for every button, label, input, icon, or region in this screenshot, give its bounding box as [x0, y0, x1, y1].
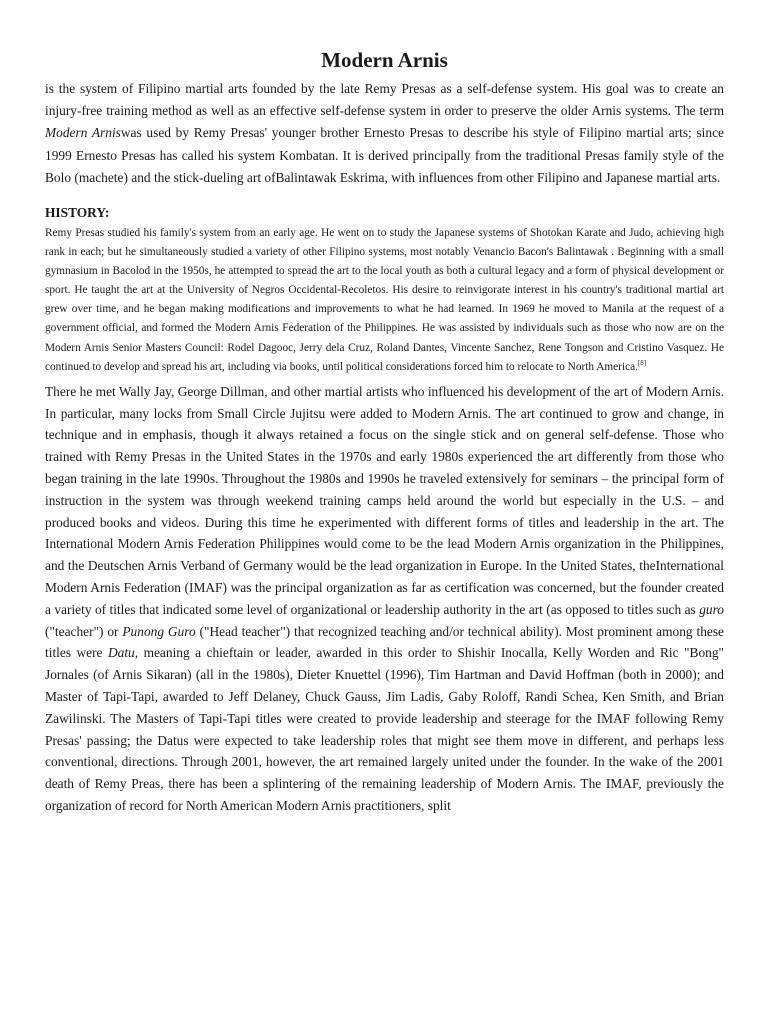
intro-paragraph — [45, 78, 724, 189]
body-text-4: , meaning a chieftain or leader, awarded in this order to Shishir Inocalla, Kelly Worden and Ric "Bong" Jornales (of Arnis Sikaran) (all in the 1980s), Dieter Knuettel (1996), Tim Hartman and David Hoffman (both in 2000); and Master of Tapi-Tapi, awarded to Jeff Delaney, Chuck Gauss, Jim Ladis, Gaby Roloff, Randi Schea, Ken Smith, and Brian Zawilinski. The Masters of Tapi-Tapi titles were created to provide leadership and steerage for the IMAF following Remy Presas' passing; the Datus were expected to take leadership roles that might see them move in different, and perhaps less conventional, directions. Through 2001, however, the art remained largely united under the founder. In the wake of the 2001 death of Remy Preas, there has been a splintering of the remaining leadership of Modern Arnis. The IMAF, previously the organization of record for North American Modern Arnis practitioners, split — [45, 645, 725, 813]
history-footnote[interactable]: [8] — [637, 358, 647, 367]
term-punong-guro: Punong Guro — [122, 623, 196, 639]
history-paragraph — [45, 224, 724, 377]
term-guro: guro — [699, 601, 724, 617]
intro-text-1: is the system of Filipino martial arts founded by the late Remy Presas as a self-defense system. His goal was to create an injury-free training method as well as an effective self-defense system in order to preserve the older Arnis systems. The term — [45, 81, 724, 119]
body-text-1: There he met Wally Jay, George Dillman, and other martial artists who influenced his development of the art of Modern Arnis. In particular, many locks from Small Circle Jujitsu were added to Modern Arnis. The art continued to grow and change, in technique and in emphasis, though it always retained a focus on the single stick and on general self-defense. Those who trained with Remy Presas in the United States in the 1970s and early 1980s experienced the art differently from those who began training in the late 1990s. Throughout the 1980s and 1990s he traveled extensively for seminars – the principal form of instruction in the system was through weekend training camps held around the world but especially in the U.S. – and produced books and videos. During this time he experimented with different forms of titles and leadership in the art. The International Modern Arnis Federation Philippines would come to be the lead Modern Arnis organization in the Philippines, and the Deutschen Arnis Verband of Germany would be the lead organization in Europe. In the United States, theInternational Modern Arnis Federation (IMAF) was the principal organization as far as certification was concerned, but the founder created a variety of titles that indicated some level of organizational or leadership authority in the art (as opposed to titles such as — [45, 383, 724, 617]
body-text-2: ("teacher") or — [45, 623, 123, 639]
body-text-3: ("Head teacher") that recognized teaching and/or technical ability). Most prominent among these titles were — [45, 623, 724, 661]
document-title: Modern Arnis — [321, 48, 448, 72]
history-text: Remy Presas studied his family's system from an early age. He went on to study the Japanese systems of Shotokan Karate and Judo, achieving high rank in each; but he simultaneously studied a variety of other Filipino systems, most notably Venancio Bacon's Balintawak . Beginning with a small gymnasium in Bacolod in the 1950s, he attempted to spread the art to the local youth as both a cultural legacy and a form of physical development or sport. He taught the art at the University of Negros Occidental-Recoletos. His desire to reinvigorate interest in his country's traditional martial art grew over time, and he began making modifications and improvements to what he had learned. In 1969 he moved to Manila at the request of a government official, and formed the Modern Arnis Federation of the Philippines. He was assisted by individuals such as those who now are on the Modern Arnis Senior Masters Council: Rodel Dagooc, Jerry dela Cruz, Roland Dantes, Vincente Sanchez, Rene Tongson and Cristino Vasquez. He continued to develop and spread his art, including via books, until political considerations forced him to relocate to North America. — [45, 227, 724, 373]
term-datu: Datu — [107, 645, 135, 661]
intro-term: Modern Arnis — [45, 125, 121, 141]
body-paragraph — [45, 381, 724, 817]
intro-text-2: was used by Remy Presas' younger brother Ernesto Presas to describe his style of Filipino martial arts; since 1999 Ernesto Presas has called his system Kombatan. It is derived principally from the traditional Presas family style of the Bolo (machete) and the stick-dueling art ofBalintawak Eskrima, with influences from other Filipino and Japanese martial arts. — [45, 125, 724, 185]
history-heading: HISTORY: — [45, 205, 110, 221]
